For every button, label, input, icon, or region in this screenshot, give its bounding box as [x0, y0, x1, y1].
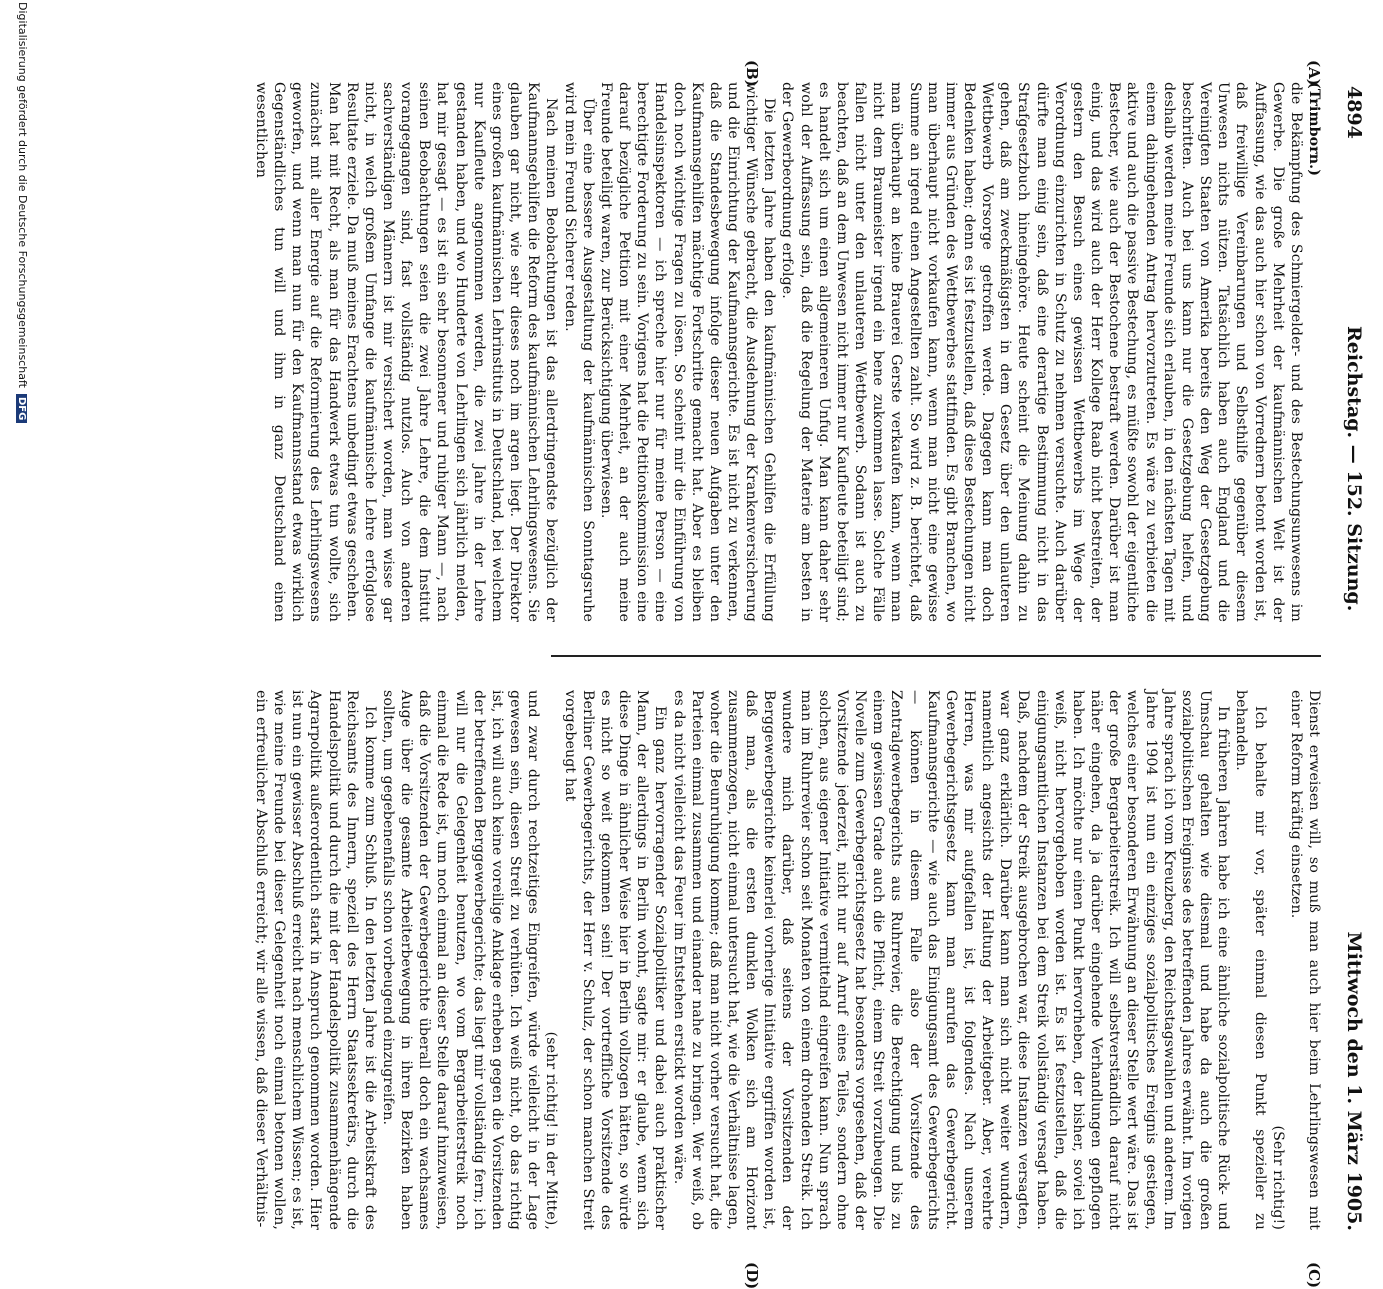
margin-marker-c: (C)	[1305, 1262, 1323, 1289]
header-date: Mittwoch den 1. März 1905.	[1343, 931, 1365, 1231]
paragraph: In früheren Jahren habe ich eine ähnliche sozialpolitische Rück- und Umschau gehalten wie diesmal und habe da auch die großen sozialpolitischen Ereignisse des betreffenden Jahres erwähnt. Im vorigen Jahre sprach ich vom Kreuzberg, den Reichstagswahlen und anderem. Im Jahre 1904 ist nun ein einziges sozialpolitisches Ereignis gestiegen, welches einer besonderen Erwähnung an dieser Stelle wert wäre. Das ist der große Bergarbeiterstreik. Ich will selbstverständlich darauf nicht näher eingehen, da ja darüber eingehende Verhandlungen gepflogen haben. Ich möchte nur einen Punkt hervorheben, der bisher, soviel ich weiß, nicht hervorgehoben worden ist. Es ist festzustellen, daß die einigungsamtlichen Instanzen bei dem Streik vollständig versagt haben. Daß, nachdem der Streik ausgebrochen war, diese Instanzen versagten, war ganz erklärlich. Darüber kann man sich nicht weiter wundern, namentlich angesichts der Haltung der Arbeitgeber. Aber, verehrte Herren, was mir aufgefallen ist, ist folgendes. Nach unserem Gewerbegerichtsgesetz kann man anrufen das Gewerbegericht. Kaufmannsgerichte — wie auch das Einigungsamt des Gewerbegerichts — können in diesem Falle also der Vorsitzende des Zentralgewerbegerichts aus Ruhrrevier, die Berechtigung und bis zu einem gewissen Grade auch die Pflicht, einem Streit vorzubeugen. Die Novelle zum Gewerbegerichtsgesetz hat besonders vorgesehen, daß der Vorsitzende jederzeit, nicht nur auf Anruf eines Teiles, sondern ohne solchen, aus eigener Initiative vermittelnd eingreifen kann. Nun sprach man im Ruhrrevier schon seit Monaten von einem drohenden Streik. Ich wundere mich darüber, daß seitens der Vorsitzenden der Berggewerbegerichte keinerlei vorherige Initiative ergriffen worden ist, daß man, als die ersten dunklen Wolken sich am Horizont zusammenzogen, nicht einmal untersucht hat, wie die Verhältnisse lagen, woher die Beunruhigung komme; daß man nicht vorher versucht hat, die Parteien einmal zusammen und einander nahe zu bringen. Wer weiß, ob es da nicht vielleicht das Feuer im Entstehen erstickt worden wäre.	[670, 690, 1232, 1230]
digitization-note	[16, 2, 29, 423]
interjection: (Sehr richtig!)	[1269, 1125, 1286, 1230]
left-column	[252, 82, 1323, 622]
paragraph: Ein ganz hervorragender Sozialpolitiker und dabei auch praktischer Mann, der allerdings in Berlin wohnt, sagte mir: er glaube, wenn sich diese Dinge in ähnlicher Weise hier in Berlin vollzogen hätten, so würde es nicht so weit gekommen sein! Der vortreffliche Vorsitzende des Berliner Gewerbegerichts, der Herr v. Schulz, der schon manchen Streit vorgebeugt hat	[561, 690, 669, 1230]
paragraph: Nach meinen Beobachtungen ist das allerdringendste bezüglich der Kaufmannsgehilfen die Reform des kaufmännischen Lehrlingswesens. Sie glauben gar nicht, wie sehr dieses noch im argen liegt. Der Direktor eines großen kaufmännischen Lehrinstituts in Deutschland, bei welchem nur Kaufleute angenommen werden, die zwei Jahre in der Lehre gestanden haben, und wo Hunderte von Lehrlingen sich jährlich melden, hat mir gesagt — es ist ein sehr besonnener und ruhiger Mann —, nach seinen Beobachtungen seien die zwei Jahre Lehre, die dem Institut vorangegangen sind, fast vollständig nutzlos. Auch von anderen sachverständigen Männern ist mir versichert worden, man wisse gar nicht, in welch großem Umfange die kaufmännische Lehre erfolglose Resultate erziele. Da muß meines Erachtens unbedingt etwas geschehen. Man hat mit Recht, als man für das Handwerk etwas tun wollte, sich zunächst mit aller Energie auf die Reformierung des Lehrlingswesens geworfen, und wenn man nun für den Kaufmannsstand etwas wirklich Gegenständliches tun will und ihm in ganz Deutschland einen wesentlichen	[252, 82, 560, 622]
speaker-name: (Trimborn.)	[1306, 82, 1322, 177]
margin-marker-d: (D)	[743, 1262, 761, 1289]
page-header	[1339, 86, 1367, 1231]
digitization-text: Digitalisierung gefördert durch die Deutsche Forschungsgemeinschaft	[16, 2, 29, 388]
right-column	[252, 690, 1323, 1230]
dfg-logo: DFG	[16, 394, 27, 423]
interjection: (sehr richtig! in der Mitte),	[543, 1031, 560, 1230]
header-title: Reichstag. — 152. Sitzung.	[1343, 326, 1365, 612]
paragraph: Über eine bessere Ausgestaltung der kaufmännischen Sonntagsruhe wird mein Freund Sicherer reden.	[561, 82, 596, 622]
paragraph: und zwar durch rechtzeitiges Eingreifen, würde vielleicht in der Lage gewesen sein, diesen Streit zu verhüten. Ich weiß nicht, ob das richtig ist, ich will auch keine voreilige Anklage erheben gegen die Vorsitzenden der betreffenden Berggewerbegerichte; das liegt mir vollständig fern; ich will nur die Gelegenheit benutzen, wo vom Bergarbeiterstreik noch einmal die Rede ist, um noch einmal an dieser Stelle darauf hinzuweisen, daß die Vorsitzenden der Gewerbegerichte überall doch ein wachsames Auge über die gesamte Arbeiterbewegung in ihren Bezirken haben sollten, um gegebenenfalls schon vorbeugend einzugreifen.	[380, 690, 542, 1230]
margin-marker-a: (A)	[1305, 60, 1323, 86]
paragraph: die Bekämpfung des Schmiergelder- und des Bestechungsunwesens im Gewerbe. Die große Mehrheit der kaufmännischen Welt ist der Auffassung, wie das auch hier schon von Vorrednern betont worden ist, daß freiwillige Vereinbarungen und Selbsthilfe gegenüber diesem Unwesen nichts nützen. Tatsächlich haben auch England und die Vereinigten Staaten von Amerika bereits den Weg der Gesetzgebung beschritten. Auch bei uns kann nur die Gesetzgebung helfen, und deshalb werden meine Freunde sich erlauben, in den nächsten Tagen mit einem dahingehenden Antrag hervorzutreten. Es wäre zu verbieten die aktive und auch die passive Bestechung, es müßte sowohl der eigentliche Bestecher, wie auch der Bestochene bestraft werden. Darüber ist man einig, und das wird auch der Herr Kollege Raab nicht bestreiten, der gestern den Besuch eines gewissen Wettbewerbs im Wege der Verordnung einzurichten in Schutz zu nehmen versuchte. Auch darüber dürfte man einig sein, daß eine derartige Bestimmung nicht in das Strafgesetzbuch hineingehöre. Heute scheint die Meinung dahin zu gehen, daß am zweckmäßigsten in dem Gesetz über den unlauteren Wettbewerb Vorsorge getroffen werde. Dagegen kann man doch Bedenken haben; denn es ist festzustellen, daß diese Bestechungen nicht immer aus Gründen des Wettbewerbes stattfinden. Es gibt Branchen, wo man überhaupt nicht vorkaufen kann, wenn man nicht eine gewisse Summe an irgend einen Angestellten zahlt. So wird z. B. berichtet, daß man überhaupt an keine Brauerei Gerste verkaufen kann, wenn man nicht dem Braumeister irgend ein bene zukommen lasse. Solche Fälle fallen nicht unter den unlauteren Wettbewerb. Sodann ist auch zu beachten, daß an dem Unwesen nicht immer nur Kaufleute beteiligt sind; es handelt sich um einen allgemeineren Unfug. Man kann daher sehr wohl der Auffassung sein, daß die Regelung der Materie am besten in der Gewerbeordnung erfolge.	[779, 82, 1304, 622]
paragraph: Ich behalte mir vor, später einmal diesen Punkt spezieller zu behandeln.	[1233, 690, 1268, 1230]
column-divider	[551, 655, 1321, 657]
page-number: 4894	[1343, 86, 1365, 139]
margin-marker-b: (B)	[743, 60, 761, 87]
paragraph: Die letzten Jahre haben den kaufmännischen Gehilfen die Erfüllung wichtiger Wünsche gebracht, die Ausdehnung der Krankenversicherung und die Einrichtung der Kaufmannsgerichte. Es ist nicht zu verkennen, daß die Standesbewegung infolge dieser neuen Aufgaben unter den Kaufmannsgehilfen mächtige Fortschritte gemacht hat. Aber es bleiben doch noch wichtige Fragen zu lösen. So scheint mir die Einführung von Handelsinspektoren — ich spreche hier nur für meine Person — eine berechtigte Forderung zu sein. Vorigens hat die Petitionskommission eine darauf bezügliche Petition mit einer Mehrheit, an der auch meine Freunde beteiligt waren, zur Berücksichtigung überwiesen.	[597, 82, 778, 622]
paragraph: Dienst erweisen will, so muß man auch hier beim Lehrlingswesen mit einer Reform kräftig einsetzen.	[1287, 690, 1322, 1230]
paragraph: Ich komme zum Schluß. In den letzten Jahre ist die Arbeitskraft des Reichsamts des Innern, speziell des Herrn Staatssekretärs, durch die Handelspolitik und durch die mit der Handelspolitik zusammenhängende Agrarpolitik außerordentlich stark in Anspruch genommen worden. Hier ist nun ein gewisser Abschluß erreicht nach menschlichem Wissen; es ist, wie meine Freunde bei dieser Gelegenheit noch einmal betonen wollen, ein erfreulicher Abschluß erreicht; wir alle wissen, daß dieser Verhältnis-	[252, 690, 378, 1230]
